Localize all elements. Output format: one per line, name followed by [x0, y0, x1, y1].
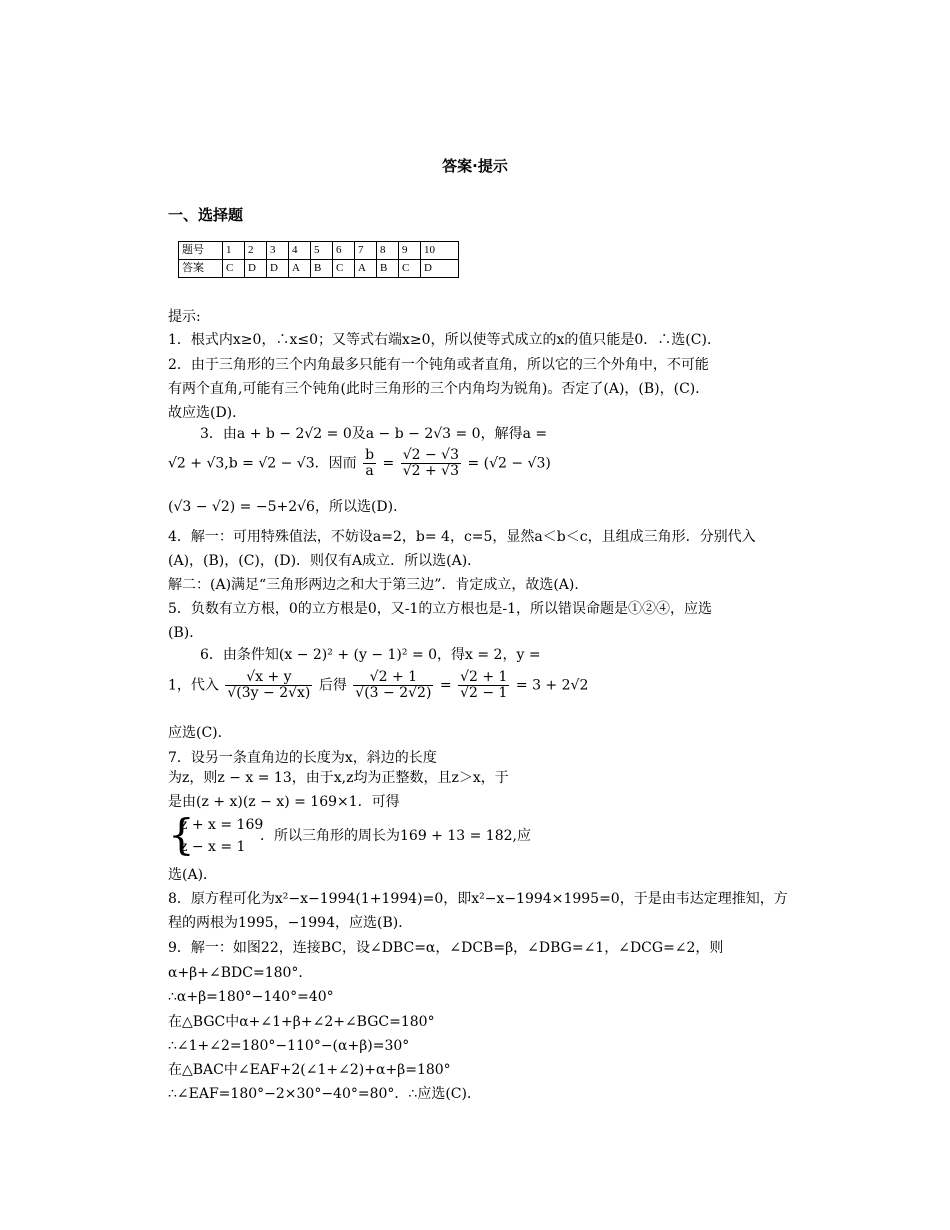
fraction-b-over-a: [363, 448, 376, 479]
hint-line-1: 1．根式内x≥0，∴x≤0；又等式右端x≥0，所以使等式成立的x的值只能是0．∴选(C)．: [168, 332, 721, 348]
fraction-numerator: √2 − √3: [402, 447, 459, 463]
number-cell: 6: [333, 242, 355, 260]
hint-line-11: 5．负数有立方根，0的立方根是0，又-1的立方根也是-1，所以错误命题是①②④，应选: [168, 601, 712, 617]
hint-line-20: 选(A)．: [168, 867, 218, 883]
hint-line-3: 有两个直角,可能有三个钝角(此时三角形的三个内角均为锐角)。否定了(A)，(B)，(C)．: [168, 381, 710, 397]
hint-label: 提示:: [168, 309, 201, 325]
hint-line-12: (B)．: [168, 625, 204, 641]
fraction-numerator: √2 + 1: [353, 670, 433, 686]
fraction-sqrt: [401, 448, 461, 479]
fraction-denominator: √2 − 1: [460, 685, 508, 701]
fraction-3: [458, 670, 509, 701]
number-cell: 7: [355, 242, 377, 260]
hint-line-26: 在△BGC中α+∠1+β+∠2+∠BGC=180°: [168, 1014, 435, 1030]
fraction-2: [353, 670, 433, 701]
fraction-denominator: a: [365, 463, 374, 479]
answer-cell: C: [399, 260, 421, 278]
answer-cell: C: [223, 260, 245, 278]
hint-line-13: 6．由条件知(x − 2)² + (y − 1)² = 0，得x = 2，y =: [200, 647, 541, 663]
system-brace: {: [168, 810, 195, 859]
number-cell: 8: [377, 242, 399, 260]
page-title: 答案·提示: [442, 157, 508, 175]
hint-line-6: [168, 448, 788, 479]
number-cell: 10: [421, 242, 459, 260]
equals-sign: =: [382, 455, 395, 472]
hint-line-8: 4．解一：可用特殊值法，不妨设a=2，b= 4，c=5，显然a＜b＜c，且组成三角形．分别代入: [168, 529, 756, 545]
hint-line-21: 8．原方程可化为x²−x−1994(1+1994)=0，即x²−x−1994×1995=0，于是由韦达定理推知，方: [168, 891, 788, 907]
number-cell: 5: [311, 242, 333, 260]
hint-line-14: [168, 670, 788, 701]
line-6-text-b: = (√2 − √3): [467, 455, 551, 472]
hint-line-23: 9．解一：如图22，连接BC，设∠DBC=α，∠DCB=β，∠DBG=∠1，∠DCG=∠2，则: [168, 940, 724, 956]
hint-line-18: 是由(z + x)(z − x) = 169×1．可得: [168, 794, 400, 810]
fraction-numerator: √2 + 1: [460, 669, 508, 685]
hint-line-19-tail: ．所以三角形的周长为169 + 13 = 182,应: [260, 828, 531, 844]
number-cell: 2: [245, 242, 267, 260]
answer-table: [178, 241, 459, 278]
hint-line-25: ∴α+β=180°−140°=40°: [168, 989, 334, 1005]
hint-line-16: 7．设另一条直角边的长度为x，斜边的长度: [168, 750, 437, 766]
answer-cell: C: [333, 260, 355, 278]
fraction-denominator: √(3 − 2√2): [355, 685, 432, 701]
hint-line-4: 故应选(D)．: [168, 405, 247, 421]
hint-line-10: 解二：(A)满足“三角形两边之和大于第三边”．肯定成立，故选(A)．: [168, 577, 589, 593]
answer-cell: D: [421, 260, 459, 278]
fraction-numerator: b: [365, 447, 375, 463]
answer-cell: B: [311, 260, 333, 278]
hint-line-15: 应选(C)．: [168, 725, 232, 741]
line-14-text-d: = 3 + 2√2: [515, 677, 589, 694]
hint-line-17: 为z，则z − x = 13，由于x,z均为正整数，且z＞x，于: [168, 770, 509, 786]
answer-cell: B: [377, 260, 399, 278]
answer-cell: A: [289, 260, 311, 278]
number-cell: 3: [267, 242, 289, 260]
answer-row: [179, 260, 459, 278]
number-cell: 9: [399, 242, 421, 260]
hint-line-29: ∴∠EAF=180°−2×30°−40°=80°．∴应选(C)．: [168, 1086, 481, 1102]
answer-header-cell: 答案: [179, 260, 223, 278]
hint-line-27: ∴∠1+∠2=180°−110°−(α+β)=30°: [168, 1038, 410, 1054]
number-cell: 1: [223, 242, 245, 260]
section-heading: 一、选择题: [168, 206, 244, 224]
fraction-denominator: √(3y − 2√x): [227, 685, 311, 701]
question-number-row: [179, 242, 459, 260]
hint-line-2: 2．由于三角形的三个内角最多只能有一个钝角或者直角，所以它的三个外角中，不可能: [168, 357, 709, 373]
line-14-text-c: =: [439, 677, 452, 694]
answer-cell: A: [355, 260, 377, 278]
system-equation-top: z + x = 169: [180, 817, 264, 833]
hint-line-24: α+β+∠BDC=180°．: [168, 965, 313, 981]
line-14-text-b: 后得: [318, 677, 347, 694]
number-cell: 4: [289, 242, 311, 260]
fraction-numerator: √x + y: [225, 670, 312, 686]
fraction-1: [225, 670, 312, 701]
line-14-text-a: 1，代入: [168, 677, 219, 694]
line-6-text-a: √2 + √3,b = √2 − √3．因而: [168, 455, 357, 472]
hint-line-9: (A)，(B)，(C)，(D)．则仅有A成立．所以选(A)．: [168, 553, 482, 569]
hint-line-22: 程的两根为1995，−1994，应选(B)．: [168, 915, 413, 931]
hint-line-7: (√3 − √2) = −5+2√6，所以选(D)．: [168, 499, 408, 515]
row-header-cell: 题号: [179, 242, 223, 260]
answer-cell: D: [245, 260, 267, 278]
hint-line-5: 3．由a + b − 2√2 = 0及a − b − 2√3 = 0，解得a =: [200, 426, 548, 442]
fraction-denominator: √2 + √3: [402, 463, 459, 479]
system-equation-bottom: z − x = 1: [180, 839, 246, 855]
hint-line-28: 在△BAC中∠EAF+2(∠1+∠2)+α+β=180°: [168, 1062, 451, 1078]
answer-cell: D: [267, 260, 289, 278]
